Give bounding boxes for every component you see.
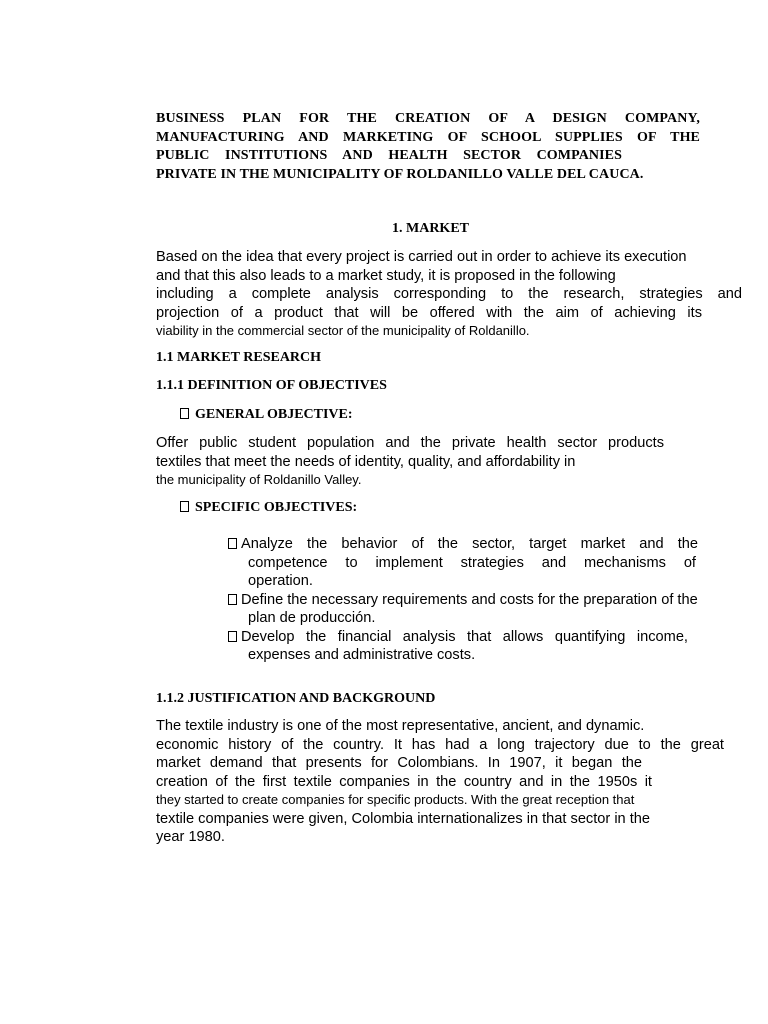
title-line: PRIVATE IN THE MUNICIPALITY OF ROLDANILLO VALLE DEL CAUCA. xyxy=(156,166,644,182)
general-objective-heading: GENERAL OBJECTIVE: xyxy=(180,407,353,423)
market-intro-paragraph xyxy=(156,248,742,341)
checkbox-bullet-icon xyxy=(180,408,189,419)
paragraph-line: Offer public student population and the private health sector products xyxy=(156,435,664,451)
paragraph-line: Based on the idea that every project is carried out in order to achieve its execution xyxy=(156,249,687,265)
title-line: PUBLIC INSTITUTIONS AND HEALTH SECTOR COMPANIES xyxy=(156,148,622,163)
title-line: MANUFACTURING AND MARKETING OF SCHOOL SUPPLIES OF THE xyxy=(156,129,700,145)
title-line: BUSINESS PLAN FOR THE CREATION OF A DESIGN COMPANY, xyxy=(156,111,700,126)
checkbox-bullet-icon xyxy=(180,501,189,512)
paragraph-line: viability in the commercial sector of the municipality of Roldanillo. xyxy=(156,323,530,338)
heading-definition-objectives: 1.1.1 DEFINITION OF OBJECTIVES xyxy=(156,378,387,393)
paragraph-line: creation of the first textile companies in the country and in the 1950s it xyxy=(156,773,652,790)
section-heading-market: 1. MARKET xyxy=(392,221,469,236)
checkbox-bullet-icon xyxy=(228,594,237,605)
paragraph-line: market demand that presents for Colombians. In 1907, it began the xyxy=(156,755,642,771)
paragraph-line: textile companies were given, Colombia internationalizes in that sector in the xyxy=(156,810,651,827)
paragraph-line: they started to create companies for specific products. With the great reception that xyxy=(156,792,635,807)
checkbox-bullet-icon xyxy=(228,631,237,642)
paragraph-line: and that this also leads to a market study, it is proposed in the following xyxy=(156,267,616,284)
paragraph-line: including a complete analysis corresponding to the research, strategies and xyxy=(156,286,742,302)
paragraph-line: textiles that meet the needs of identity, quality, and affordability in xyxy=(156,453,576,470)
specific-objectives-heading: SPECIFIC OBJECTIVES: xyxy=(180,500,357,516)
list-item: Define the necessary requirements and costs for the preparation of the plan de producción. xyxy=(228,591,724,628)
heading-justification: 1.1.2 JUSTIFICATION AND BACKGROUND xyxy=(156,691,436,706)
paragraph-line: The textile industry is one of the most representative, ancient, and dynamic. xyxy=(156,718,645,734)
heading-market-research: 1.1 MARKET RESEARCH xyxy=(156,350,322,365)
document-title xyxy=(156,110,700,184)
paragraph-line: the municipality of Roldanillo Valley. xyxy=(156,472,362,487)
paragraph-line: year 1980. xyxy=(156,829,225,845)
list-item: Analyze the behavior of the sector, target market and the competence to implement strategies and mechanisms of operation. xyxy=(228,535,724,591)
justification-paragraph xyxy=(156,717,724,847)
general-objective-text xyxy=(156,434,664,490)
list-item: Develop the financial analysis that allows quantifying income, expenses and administrative costs. xyxy=(228,628,724,665)
paragraph-line: projection of a product that will be offered with the aim of achieving its xyxy=(156,304,702,321)
checkbox-bullet-icon xyxy=(228,538,237,549)
specific-objectives-list xyxy=(228,535,724,665)
paragraph-line: economic history of the country. It has had a long trajectory due to the great xyxy=(156,736,724,753)
